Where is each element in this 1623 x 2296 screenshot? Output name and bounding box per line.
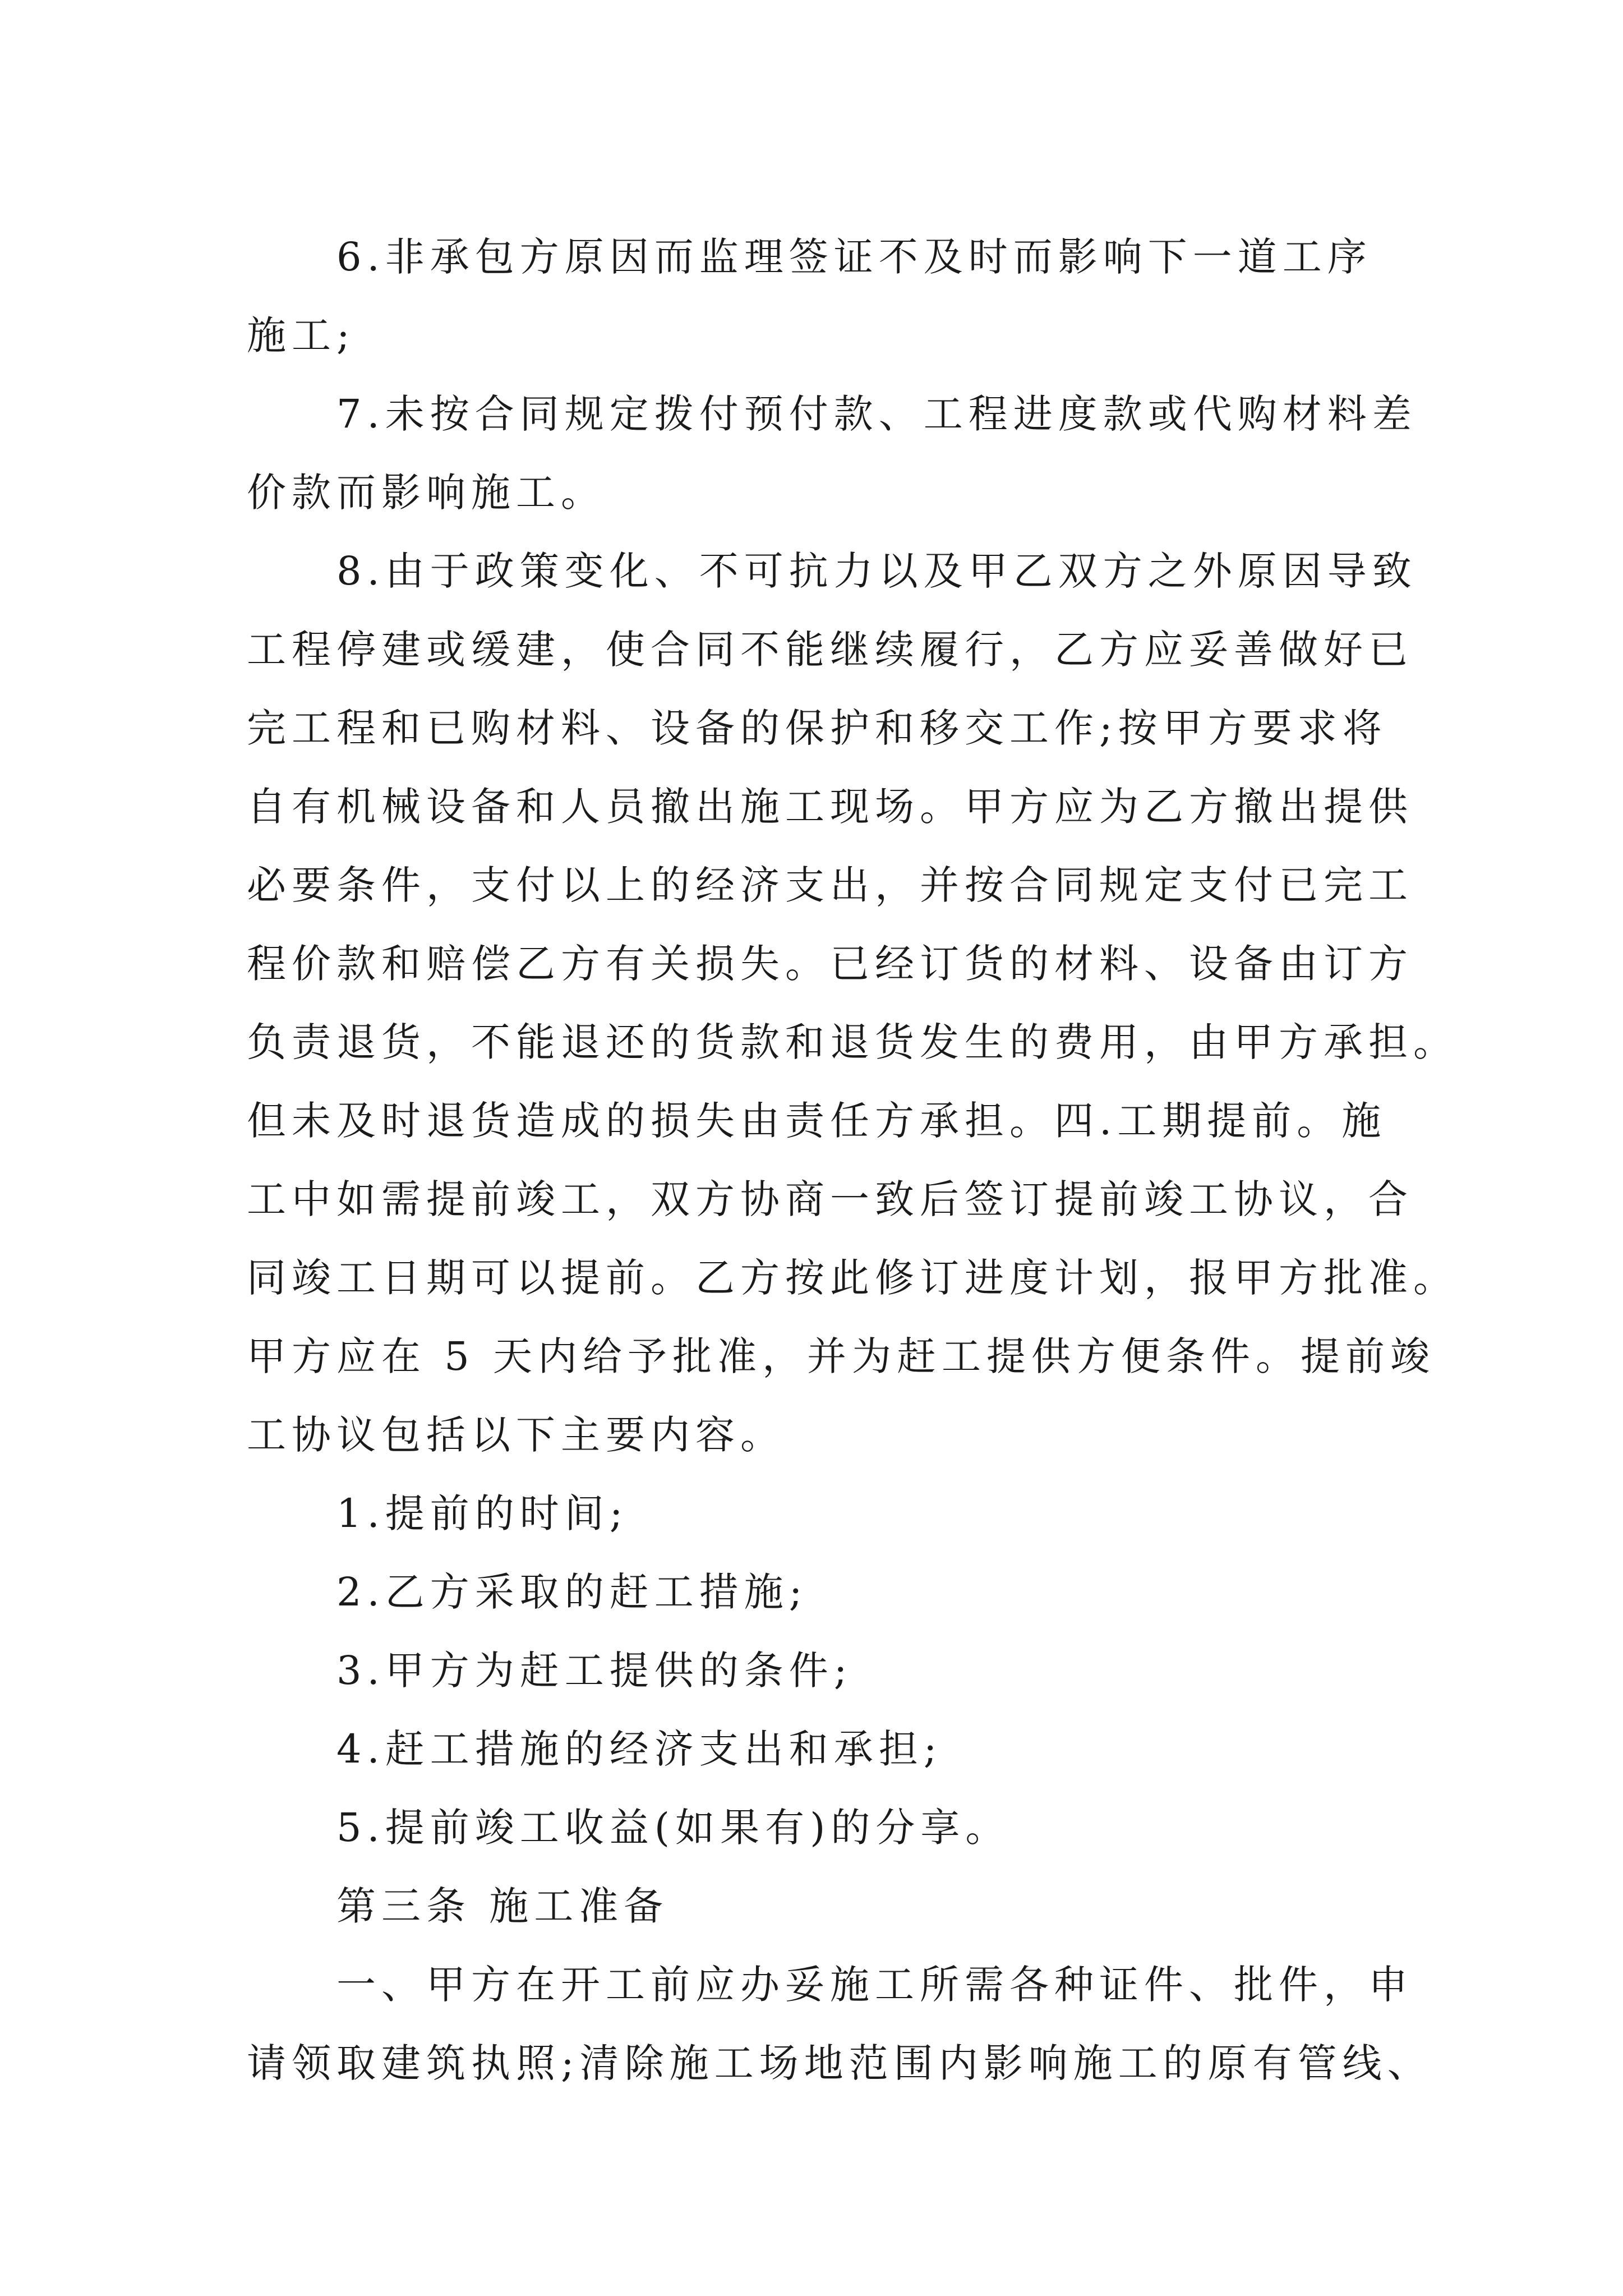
section-heading: 第三条 施工准备 [336,1883,669,1929]
list-item: 4.赶工措施的经济支出和承担; [336,1726,943,1772]
text-line: 工中如需提前竣工，双方协商一致后签订提前竣工协议，合 [247,1176,1413,1222]
text-line: 6.非承包方原因而监理签证不及时而影响下一道工序 [336,234,1372,280]
text-line: 一、甲方在开工前应办妥施工所需各种证件、批件，申 [336,1962,1413,2008]
text-line: 价款而影响施工。 [247,470,606,516]
text-line: 负责退货，不能退还的货款和退货发生的费用，由甲方承担。 [247,1019,1458,1065]
text-line: 8.由于政策变化、不可抗力以及甲乙双方之外原因导致 [336,548,1417,594]
text-line: 但未及时退货造成的损失由责任方承担。四.工期提前。施 [247,1098,1387,1144]
list-item: 3.甲方为赶工提供的条件; [336,1648,853,1694]
list-item: 2.乙方采取的赶工措施; [336,1569,808,1615]
text-line: 施工; [247,312,356,358]
text-line: 工协议包括以下主要内容。 [247,1412,785,1458]
list-item: 1.提前的时间; [336,1490,629,1536]
text-line: 程价款和赔偿乙方有关损失。已经订货的材料、设备由订方 [247,941,1413,987]
text-line: 请领取建筑执照;清除施工场地范围内影响施工的原有管线、 [247,2040,1432,2086]
document-body [247,218,1458,2102]
text-line: 完工程和已购材料、设备的保护和移交工作;按甲方要求将 [247,705,1387,751]
text-line: 7.未按合同规定拨付预付款、工程进度款或代购材料差 [336,391,1417,437]
text-line: 工程停建或缓建，使合同不能继续履行，乙方应妥善做好已 [247,627,1413,673]
text-line: 必要条件，支付以上的经济支出，并按合同规定支付已完工 [247,862,1413,908]
list-item: 5.提前竣工收益(如果有)的分享。 [336,1805,1011,1851]
text-line: 同竣工日期可以提前。乙方按此修订进度计划，报甲方批准。 [247,1255,1458,1301]
text-line: 自有机械设备和人员撤出施工现场。甲方应为乙方撤出提供 [247,784,1413,830]
text-line: 甲方应在 5 天内给予批准，并为赶工提供方便条件。提前竣 [247,1333,1436,1379]
